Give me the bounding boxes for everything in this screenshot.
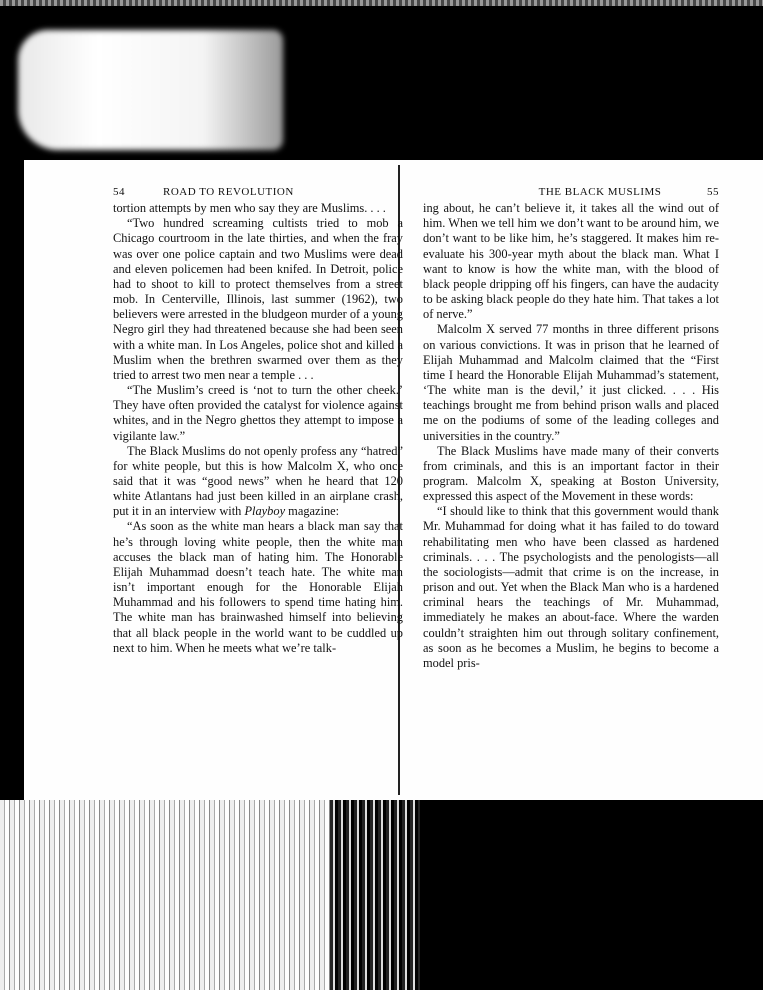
paragraph: The Black Muslims have made many of their converts from criminals, and this is an important factor in their program. Malcolm X, speaking at Boston University, expressed this aspect of the Movement in these words: xyxy=(423,443,719,504)
paragraph: ing about, he can’t believe it, it takes all the wind out of him. When we tell him we don’t want to be around him, we don’t want to be like him, he’s staggered. It makes him re-evaluate his 300-year myth about the black man. What I want to know is how the white man, with the blood of black people dripping off his fingers, can have the audacity to be asking black people do they hate him. That takes a lot of nerve.” xyxy=(423,201,719,322)
paragraph: “The Muslim’s creed is ‘not to turn the other cheek.’ They have often provided the catalyst for violence against whites, and in the Negro ghettos they attempt to impose a vigilante law.” xyxy=(113,383,403,443)
right-running-head xyxy=(423,185,719,200)
scan-noise-top xyxy=(0,0,763,6)
left-running-head xyxy=(113,185,403,200)
right-running-title: THE BLACK MUSLIMS xyxy=(538,186,662,198)
right-page-number: 55 xyxy=(707,186,719,198)
right-page xyxy=(423,185,719,671)
left-page xyxy=(113,185,403,656)
scan-artifact-top xyxy=(18,30,283,150)
right-page-body xyxy=(423,201,719,671)
paragraph: The Black Muslims do not openly profess any “hatred” for white people, but this is how Malcolm X, who once said that it was “good news” when he heard that 120 white Atlantans had just been killed in an airplane crash, put it in an interview with Playboy magazine: xyxy=(113,443,403,519)
paragraph: “I should like to think that this government would thank Mr. Muhammad for doing what it has failed to do toward rehabilitating men who have been classed as hardened criminals. . . . The psychologists and the penologists—all the sociologists—admit that crime is on the increase, in prison and out. Yet when the Black Man who is a hardened criminal hears the teachings of Mr. Muhammad, immediately he makes an about-face. Where the warden couldn’t straighten him out through solitary confinement, as soon as he becomes a Muslim, he begins to become a model pris- xyxy=(423,504,719,670)
paragraph: “Two hundred screaming cultists tried to mob a Chicago courtroom in the late thirties, and when the fray was over one police captain and two Muslims were dead and eleven policemen had been knifed. In Detroit, police had to shoot to kill to protect themselves from a street mob. In Centerville, Illinois, last summer (1962), two believers were arrested in the bludgeon murder of a young Negro girl they had threatened because she had been seen with a white man. In Los Angeles, police shot and killed a Muslim when the brethren swarmed over them as they tried to arrest two men near a temple . . . xyxy=(113,216,403,382)
scan-artifact-bottom xyxy=(0,800,420,990)
left-page-body xyxy=(113,201,403,656)
left-page-number: 54 xyxy=(113,186,125,198)
paragraph: Malcolm X served 77 months in three different prisons on various convictions. It was in prison that he learned of Elijah Muhammad and Malcolm claimed that the “First time I heard the Honorable Elijah Muhammad’s statement, ‘The white man is the devil,’ it just clicked. . . . His teachings brought me from behind prison walls and placed me on the podiums of some of the leading colleges and universities in the country.” xyxy=(423,322,719,443)
paragraph: tortion attempts by men who say they are Muslims. . . . xyxy=(113,201,386,216)
left-running-title: ROAD TO REVOLUTION xyxy=(163,186,294,198)
paragraph: “As soon as the white man hears a black man say that he’s through loving white people, then the white man accuses the black man of hating him. The Honorable Elijah Muhammad doesn’t teach hate. The white man isn’t important enough for the Honorable Elijah Muhammad and his followers to spend time hating him. The white man has brainwashed himself into believing that all black people in the world want to be cuddled up next to him. When he meets what we’re talk- xyxy=(113,519,403,655)
